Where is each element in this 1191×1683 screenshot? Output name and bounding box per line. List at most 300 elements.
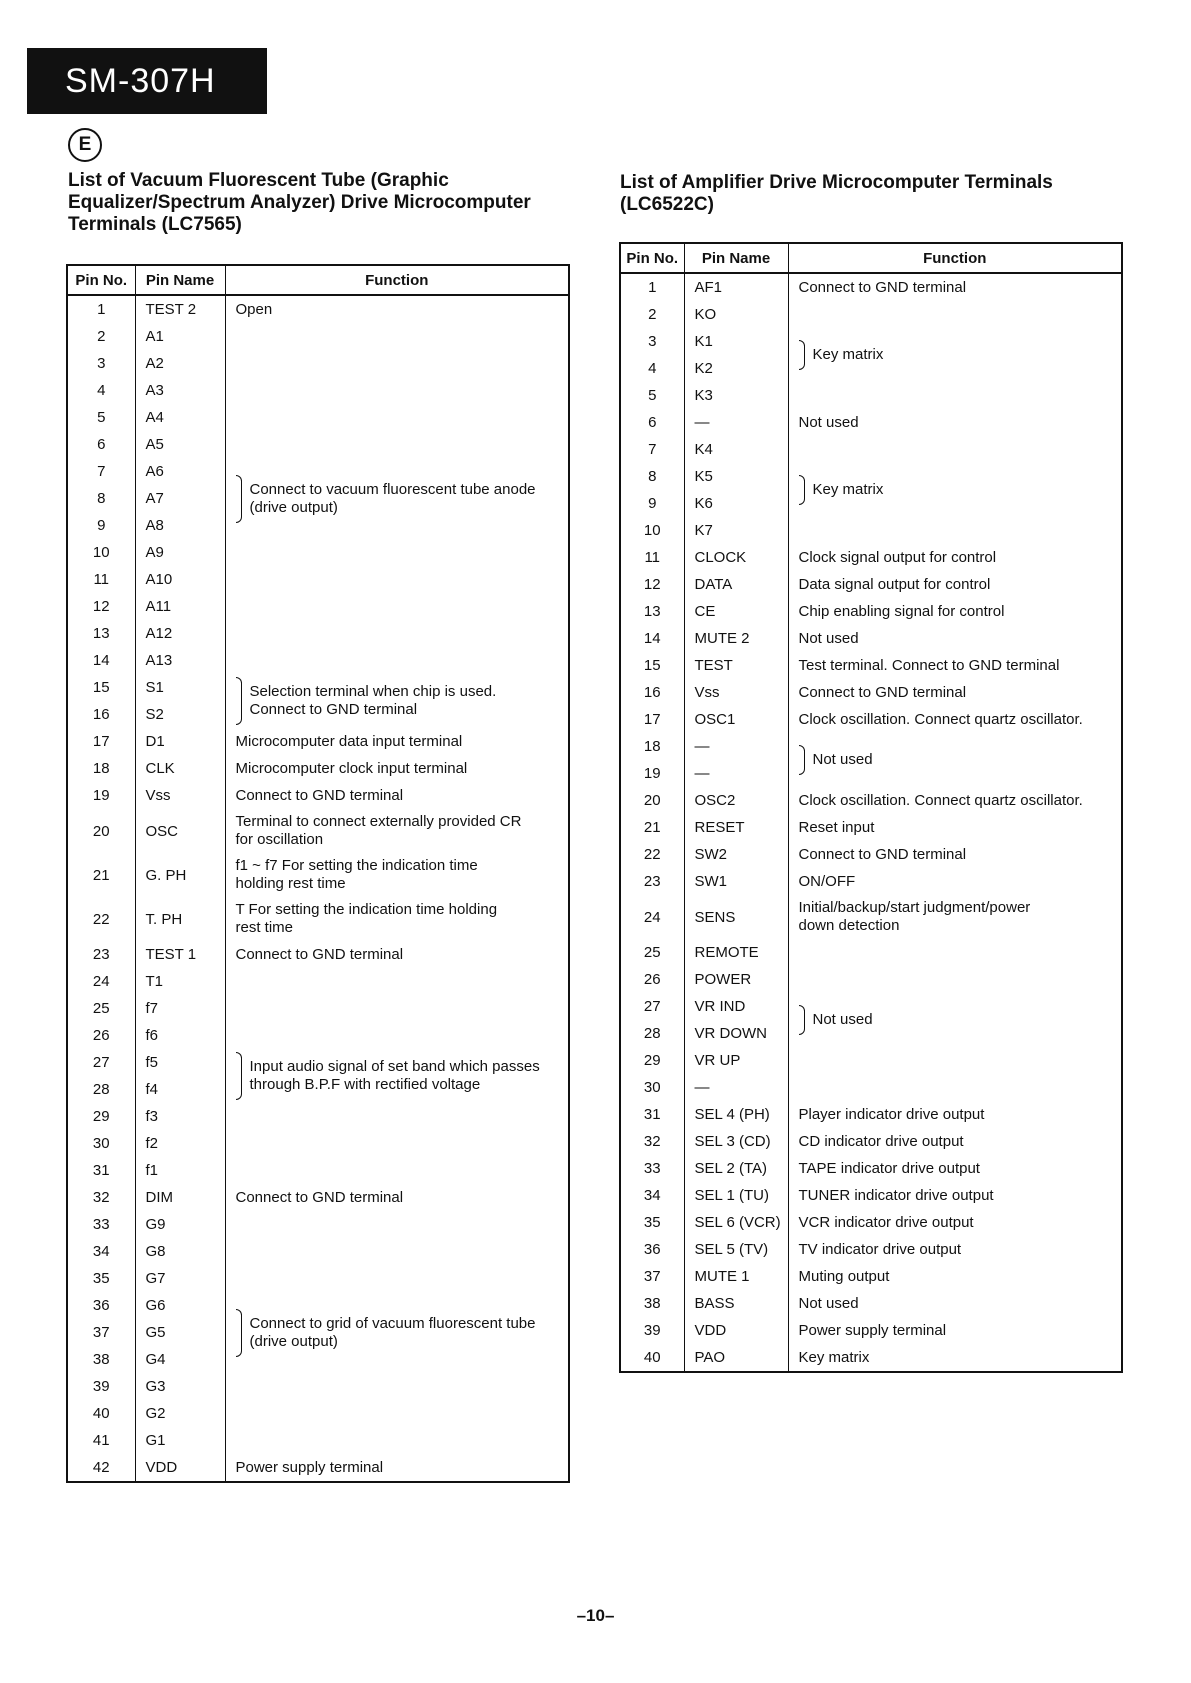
pin-name: A11	[135, 593, 225, 620]
pin-name: A6	[135, 458, 225, 485]
table-row	[620, 301, 1122, 328]
pin-function	[788, 1344, 1122, 1372]
table-row	[620, 787, 1122, 814]
pin-name: G4	[135, 1346, 225, 1373]
left-table-title: List of Vacuum Fluorescent Tube (Graphic Equalizer/Spectrum Analyzer) Drive Microcomputer Terminals (LC7565)	[68, 170, 531, 235]
pin-number: 11	[644, 549, 661, 566]
pin-number: 27	[643, 998, 661, 1015]
function-text: Connect to vacuum fluorescent tube anode (drive output)	[236, 481, 563, 517]
pin-name: f5	[135, 1049, 225, 1076]
table-row	[620, 652, 1122, 679]
pin-function	[225, 941, 569, 968]
pin-number: 15	[92, 679, 110, 696]
pin-function	[788, 571, 1122, 598]
pin-name: f3	[135, 1103, 225, 1130]
table-row	[620, 814, 1122, 841]
pin-name: f7	[135, 995, 225, 1022]
pin-number: 4	[648, 360, 657, 377]
model-badge: SM-307H	[27, 48, 267, 114]
pin-number: 27	[92, 1054, 110, 1071]
table-row	[67, 674, 569, 701]
pin-name: f6	[135, 1022, 225, 1049]
pin-number: 21	[643, 819, 661, 836]
pin-name: f1	[135, 1157, 225, 1184]
table-row	[67, 809, 569, 853]
table-row	[620, 1128, 1122, 1155]
table-row	[620, 939, 1122, 966]
pin-name: KO	[684, 301, 788, 328]
function-text: T For setting the indication time holding rest time	[235, 901, 498, 936]
pin-function	[788, 939, 1122, 1101]
table-row	[67, 1184, 569, 1211]
table-row	[620, 544, 1122, 571]
pin-number: 14	[643, 630, 661, 647]
pin-number: 24	[92, 973, 110, 990]
table-row	[620, 1155, 1122, 1182]
page-number: –10–	[576, 1606, 615, 1625]
pin-name: K2	[684, 355, 788, 382]
function-text: Clock oscillation. Connect quartz oscillator.	[798, 710, 1083, 728]
function-text: Not used	[798, 1294, 859, 1312]
pin-number: 5	[648, 387, 657, 404]
pin-number: 22	[643, 846, 661, 863]
pin-number: 37	[92, 1324, 110, 1341]
pin-name: S1	[135, 674, 225, 701]
function-text: Muting output	[798, 1267, 890, 1285]
pin-number: 23	[92, 946, 110, 963]
pin-name: —	[684, 409, 788, 436]
pin-name: G2	[135, 1400, 225, 1427]
pin-name: OSC1	[684, 706, 788, 733]
function-text: Not used	[799, 751, 1116, 769]
pin-number: 36	[92, 1297, 110, 1314]
pin-function	[788, 598, 1122, 625]
pin-number: 22	[92, 910, 110, 928]
pin-name: SEL 2 (TA)	[684, 1155, 788, 1182]
pin-number: 25	[92, 1000, 110, 1017]
pin-number: 38	[92, 1351, 110, 1368]
pin-name: TEST 2	[135, 295, 225, 323]
pin-name: RESET	[684, 814, 788, 841]
pin-name: K7	[684, 517, 788, 544]
table-row	[620, 679, 1122, 706]
pin-function	[225, 968, 569, 1184]
pin-name: G. PH	[135, 853, 225, 897]
pin-number: 35	[92, 1270, 110, 1287]
pin-name: VDD	[684, 1317, 788, 1344]
table-row	[67, 755, 569, 782]
pin-name: A12	[135, 620, 225, 647]
pin-name: CLOCK	[684, 544, 788, 571]
pin-function	[788, 1209, 1122, 1236]
table-row	[67, 968, 569, 995]
pin-name: A7	[135, 485, 225, 512]
pin-number: 7	[97, 463, 106, 480]
table-row	[620, 625, 1122, 652]
table-row	[620, 1344, 1122, 1372]
pin-function	[788, 544, 1122, 571]
pin-name: S2	[135, 701, 225, 728]
table-row	[620, 1182, 1122, 1209]
pin-name: VR DOWN	[684, 1020, 788, 1047]
pin-name: G3	[135, 1373, 225, 1400]
pin-number: 24	[643, 908, 661, 926]
pin-number: 38	[643, 1295, 661, 1312]
table-row	[67, 728, 569, 755]
table-row	[620, 1317, 1122, 1344]
pin-number: 3	[648, 333, 657, 350]
function-text: Data signal output for control	[798, 575, 991, 593]
pin-number: 28	[643, 1025, 661, 1042]
pin-number: 10	[92, 544, 110, 561]
pin-name: TEST 1	[135, 941, 225, 968]
pin-function	[225, 728, 569, 755]
pin-name: K1	[684, 328, 788, 355]
pin-function	[225, 755, 569, 782]
pin-number: 28	[92, 1081, 110, 1098]
pin-number: 13	[643, 603, 661, 620]
pin-number: 1	[648, 279, 657, 296]
table-header-row	[620, 243, 1122, 273]
pin-number: 29	[92, 1108, 110, 1125]
table-row	[67, 1211, 569, 1238]
pin-number: 30	[643, 1079, 661, 1096]
pin-name: T1	[135, 968, 225, 995]
table-row	[620, 598, 1122, 625]
pin-number: 8	[648, 468, 657, 485]
function-text: Not used	[799, 1011, 1116, 1029]
table-row	[67, 897, 569, 941]
pin-function	[225, 809, 569, 853]
pin-number: 20	[643, 792, 661, 809]
pin-function	[788, 895, 1122, 939]
function-text: Open	[235, 300, 273, 318]
pin-number: 1	[97, 301, 106, 318]
pin-name: K5	[684, 463, 788, 490]
function-text: Connect to grid of vacuum fluorescent tube (drive output)	[236, 1315, 563, 1351]
pin-function	[788, 841, 1122, 868]
pin-number: 34	[92, 1243, 110, 1260]
pin-number: 40	[643, 1349, 661, 1366]
pin-function	[788, 787, 1122, 814]
pin-name: K6	[684, 490, 788, 517]
table-row	[620, 1290, 1122, 1317]
pin-function	[788, 436, 1122, 544]
pin-number: 18	[643, 738, 661, 755]
function-text: Power supply terminal	[798, 1321, 947, 1339]
function-text: TAPE indicator drive output	[798, 1159, 980, 1177]
pin-name: OSC	[135, 809, 225, 853]
pin-number: 19	[92, 787, 110, 804]
pin-number: 41	[92, 1432, 110, 1449]
pin-name: G9	[135, 1211, 225, 1238]
table-row	[620, 895, 1122, 939]
pin-name: A9	[135, 539, 225, 566]
function-text: ON/OFF	[798, 872, 856, 890]
table-row	[67, 323, 569, 350]
table-row	[620, 1263, 1122, 1290]
function-text: Initial/backup/start judgment/power down detection	[798, 899, 1031, 934]
function-text: Key matrix	[799, 346, 1116, 364]
pin-number: 23	[643, 873, 661, 890]
pin-name: REMOTE	[684, 939, 788, 966]
col-pin-no: Pin No.	[620, 243, 684, 273]
pin-number: 40	[92, 1405, 110, 1422]
pin-number: 16	[643, 684, 661, 701]
function-text: Clock signal output for control	[798, 548, 997, 566]
pin-number: 33	[643, 1160, 661, 1177]
pin-number: 26	[92, 1027, 110, 1044]
pin-name: —	[684, 733, 788, 760]
pin-number: 26	[643, 971, 661, 988]
table-row	[67, 782, 569, 809]
table-row	[620, 733, 1122, 760]
pin-number: 12	[92, 598, 110, 615]
pin-number: 31	[92, 1162, 110, 1179]
pin-name: SW2	[684, 841, 788, 868]
pin-number: 12	[643, 576, 661, 593]
function-text: Terminal to connect externally provided CR for oscillation	[235, 813, 522, 848]
pin-number: 33	[92, 1216, 110, 1233]
pin-name: AF1	[684, 273, 788, 301]
pin-function	[788, 625, 1122, 652]
col-pin-name: Pin Name	[684, 243, 788, 273]
pin-name: —	[684, 1074, 788, 1101]
pin-name: f4	[135, 1076, 225, 1103]
pin-number: 20	[92, 822, 110, 840]
col-function: Function	[225, 265, 569, 295]
pin-name: A13	[135, 647, 225, 674]
pin-name: OSC2	[684, 787, 788, 814]
col-pin-name: Pin Name	[135, 265, 225, 295]
pin-name: G5	[135, 1319, 225, 1346]
pin-function	[788, 814, 1122, 841]
left-pin-table	[66, 264, 570, 1483]
pin-name: G7	[135, 1265, 225, 1292]
pin-name: TEST	[684, 652, 788, 679]
pin-name: SENS	[684, 895, 788, 939]
pin-number: 30	[92, 1135, 110, 1152]
pin-function	[225, 1184, 569, 1211]
function-text: Connect to GND terminal	[798, 683, 967, 701]
pin-name: K3	[684, 382, 788, 409]
pin-function	[225, 1211, 569, 1454]
pin-name: T. PH	[135, 897, 225, 941]
function-text: VCR indicator drive output	[798, 1213, 974, 1231]
function-text: Not used	[798, 629, 859, 647]
pin-name: —	[684, 760, 788, 787]
table-row	[67, 295, 569, 323]
table-row	[620, 1101, 1122, 1128]
pin-number: 35	[643, 1214, 661, 1231]
pin-number: 16	[92, 706, 110, 723]
pin-name: Vss	[135, 782, 225, 809]
pin-name: Vss	[684, 679, 788, 706]
pin-number: 19	[643, 765, 661, 782]
pin-function	[788, 1263, 1122, 1290]
pin-name: VR UP	[684, 1047, 788, 1074]
pin-number: 9	[97, 517, 106, 534]
pin-name: f2	[135, 1130, 225, 1157]
function-text: Not used	[798, 413, 859, 431]
pin-name: CLK	[135, 755, 225, 782]
pin-function	[788, 868, 1122, 895]
pin-function	[788, 733, 1122, 787]
pin-name: A3	[135, 377, 225, 404]
pin-name: A1	[135, 323, 225, 350]
function-text: Input audio signal of set band which passes through B.P.F with rectified voltage	[236, 1058, 563, 1094]
function-text: Microcomputer data input terminal	[235, 732, 463, 750]
table-row	[620, 1209, 1122, 1236]
function-text: Test terminal. Connect to GND terminal	[798, 656, 1060, 674]
pin-number: 11	[93, 571, 110, 588]
pin-function	[225, 674, 569, 728]
pin-name: MUTE 1	[684, 1263, 788, 1290]
table-row	[620, 409, 1122, 436]
table-row	[620, 436, 1122, 463]
pin-function	[788, 1236, 1122, 1263]
pin-number: 36	[643, 1241, 661, 1258]
pin-number: 32	[92, 1189, 110, 1206]
pin-name: SW1	[684, 868, 788, 895]
pin-name: A10	[135, 566, 225, 593]
pin-number: 4	[97, 382, 106, 399]
pin-function	[788, 652, 1122, 679]
pin-name: DATA	[684, 571, 788, 598]
pin-name: A5	[135, 431, 225, 458]
pin-name: A2	[135, 350, 225, 377]
table-row	[620, 868, 1122, 895]
pin-function	[225, 295, 569, 323]
pin-name: CE	[684, 598, 788, 625]
pin-name: DIM	[135, 1184, 225, 1211]
pin-name: SEL 4 (PH)	[684, 1101, 788, 1128]
table-row	[67, 1454, 569, 1482]
function-text: Microcomputer clock input terminal	[235, 759, 468, 777]
pin-function	[788, 273, 1122, 301]
function-text: TV indicator drive output	[798, 1240, 962, 1258]
function-text: Connect to GND terminal	[798, 278, 967, 296]
pin-function	[225, 897, 569, 941]
pin-name: VDD	[135, 1454, 225, 1482]
pin-name: SEL 5 (TV)	[684, 1236, 788, 1263]
function-text: f1 ~ f7 For setting the indication time holding rest time	[235, 857, 478, 892]
pin-number: 2	[97, 328, 106, 345]
pin-name: SEL 3 (CD)	[684, 1128, 788, 1155]
table-row	[620, 706, 1122, 733]
pin-function	[788, 1128, 1122, 1155]
table-row	[620, 273, 1122, 301]
pin-number: 37	[643, 1268, 661, 1285]
pin-name: PAO	[684, 1344, 788, 1372]
function-text: Power supply terminal	[235, 1458, 384, 1476]
pin-name: VR IND	[684, 993, 788, 1020]
pin-name: SEL 6 (VCR)	[684, 1209, 788, 1236]
pin-name: MUTE 2	[684, 625, 788, 652]
pin-name: A4	[135, 404, 225, 431]
pin-function	[788, 301, 1122, 409]
pin-name: POWER	[684, 966, 788, 993]
pin-name: K4	[684, 436, 788, 463]
function-text: Reset input	[798, 818, 875, 836]
pin-number: 32	[643, 1133, 661, 1150]
pin-number: 14	[92, 652, 110, 669]
table-row	[620, 571, 1122, 598]
pin-function	[788, 706, 1122, 733]
pin-number: 39	[643, 1322, 661, 1339]
function-text: TUNER indicator drive output	[798, 1186, 994, 1204]
pin-name: SEL 1 (TU)	[684, 1182, 788, 1209]
pin-function	[788, 1155, 1122, 1182]
pin-number: 3	[97, 355, 106, 372]
function-text: Connect to GND terminal	[235, 945, 404, 963]
pin-number: 6	[648, 414, 657, 431]
pin-function	[225, 1454, 569, 1482]
pin-name: G8	[135, 1238, 225, 1265]
col-function: Function	[788, 243, 1122, 273]
pin-number: 25	[643, 944, 661, 961]
language-mark-icon: E	[68, 128, 102, 162]
pin-number: 15	[643, 657, 661, 674]
pin-number: 18	[92, 760, 110, 777]
pin-number: 5	[97, 409, 106, 426]
pin-name: D1	[135, 728, 225, 755]
right-pin-table	[619, 242, 1123, 1373]
pin-number: 2	[648, 306, 657, 323]
table-row	[67, 941, 569, 968]
function-text: Key matrix	[798, 1348, 870, 1366]
pin-number: 34	[643, 1187, 661, 1204]
pin-number: 39	[92, 1378, 110, 1395]
function-text: Connect to GND terminal	[235, 1188, 404, 1206]
pin-number: 13	[92, 625, 110, 642]
function-text: Key matrix	[799, 481, 1116, 499]
function-text: CD indicator drive output	[798, 1132, 964, 1150]
pin-number: 7	[648, 441, 657, 458]
pin-function	[788, 679, 1122, 706]
pin-number: 10	[643, 522, 661, 539]
pin-function	[788, 1182, 1122, 1209]
function-text: Selection terminal when chip is used. Connect to GND terminal	[236, 683, 563, 719]
function-text: Clock oscillation. Connect quartz oscillator.	[798, 791, 1083, 809]
function-text: Chip enabling signal for control	[798, 602, 1005, 620]
pin-number: 9	[648, 495, 657, 512]
pin-function	[225, 853, 569, 897]
pin-function	[225, 782, 569, 809]
pin-number: 31	[643, 1106, 661, 1123]
pin-number: 8	[97, 490, 106, 507]
pin-number: 17	[643, 711, 661, 728]
pin-function	[788, 1290, 1122, 1317]
pin-function	[788, 1101, 1122, 1128]
pin-function	[788, 1317, 1122, 1344]
function-text: Connect to GND terminal	[798, 845, 967, 863]
table-row	[620, 841, 1122, 868]
pin-number: 21	[92, 866, 110, 884]
pin-number: 6	[97, 436, 106, 453]
table-row	[67, 853, 569, 897]
table-header-row	[67, 265, 569, 295]
table-row	[620, 1236, 1122, 1263]
right-table-title: List of Amplifier Drive Microcomputer Terminals (LC6522C)	[620, 172, 1053, 215]
pin-name: G1	[135, 1427, 225, 1454]
pin-function	[788, 409, 1122, 436]
pin-function	[225, 323, 569, 674]
pin-name: BASS	[684, 1290, 788, 1317]
pin-name: G6	[135, 1292, 225, 1319]
pin-number: 42	[92, 1459, 110, 1476]
function-text: Connect to GND terminal	[235, 786, 404, 804]
